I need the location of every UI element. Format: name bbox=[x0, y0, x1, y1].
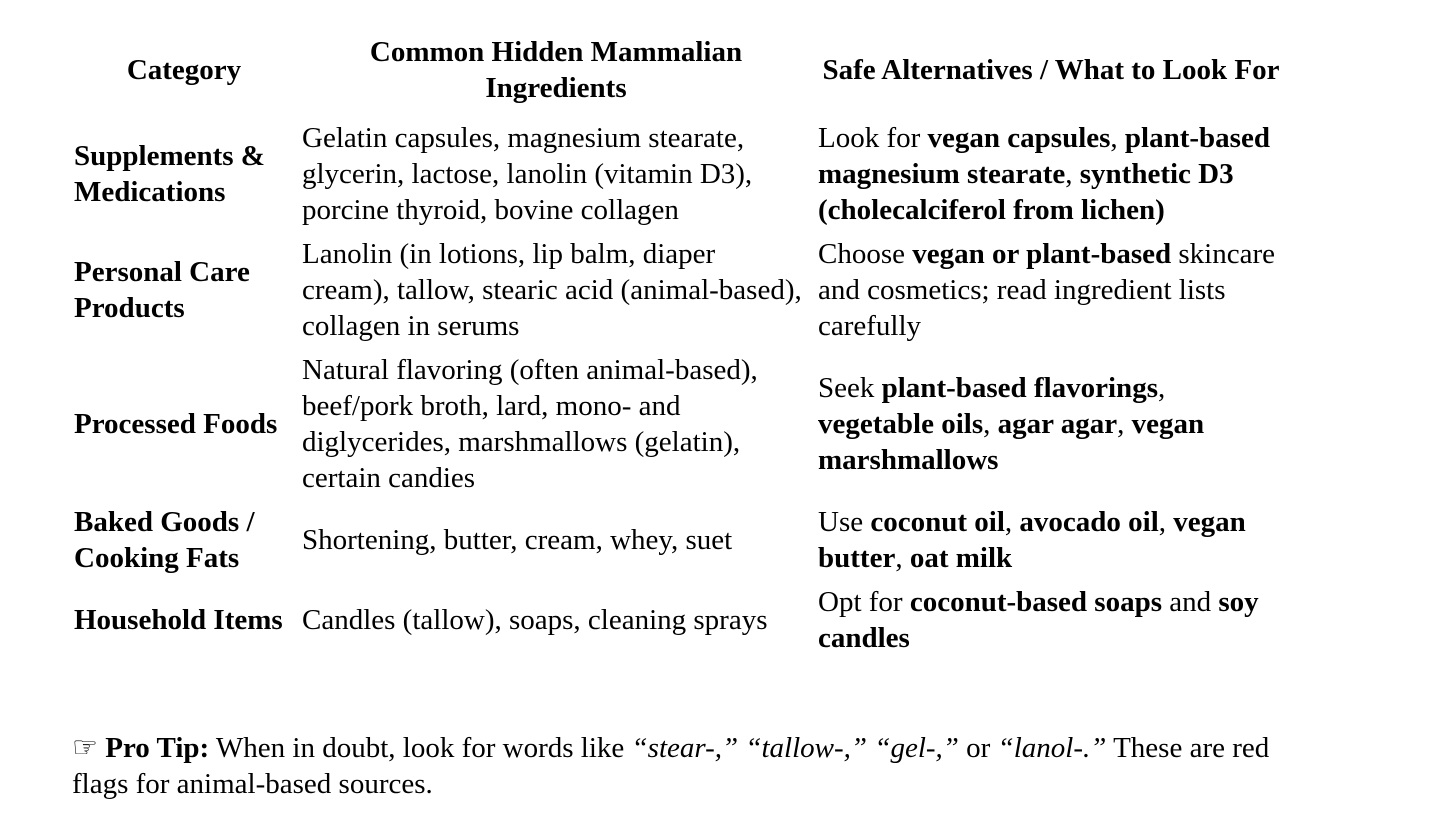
alternative-text: Choose bbox=[818, 238, 913, 270]
table-body bbox=[74, 116, 1284, 660]
alternative-text: , bbox=[1065, 158, 1080, 190]
alternative-highlight: vegan or plant-based bbox=[912, 238, 1172, 270]
alternative-highlight: vegan butter bbox=[818, 506, 1246, 574]
alternatives-cell bbox=[818, 500, 1284, 580]
table-header-row bbox=[74, 34, 1284, 116]
document bbox=[66, 34, 1306, 800]
pro-tip-keyword: “tallow-,” bbox=[745, 732, 868, 764]
table-row bbox=[74, 116, 1284, 232]
pro-tip-keyword: “lanol-.” bbox=[997, 732, 1107, 764]
header-alternatives: Safe Alternatives / What to Look For bbox=[822, 54, 1280, 86]
table-row bbox=[74, 232, 1284, 348]
ingredients-cell: Lanolin (in lotions, lip balm, diaper cream), tallow, stearic acid (animal-based), collagen in serums bbox=[302, 238, 802, 342]
alternative-highlight: oat milk bbox=[909, 542, 1013, 574]
alternative-text: , bbox=[1158, 506, 1174, 538]
alternative-highlight: vegan capsules bbox=[927, 122, 1111, 154]
category-cell: Personal Care Products bbox=[74, 256, 250, 324]
alternative-text: , bbox=[895, 542, 910, 574]
alternative-text: , bbox=[1110, 122, 1125, 154]
alternative-text: Opt for bbox=[818, 586, 910, 618]
alternative-text: , bbox=[1117, 408, 1132, 440]
alternatives-cell bbox=[818, 232, 1284, 348]
pro-tip-fragment: or bbox=[958, 732, 998, 764]
alternative-highlight: plant-based flavorings bbox=[881, 372, 1158, 404]
pro-tip-keyword: “gel-,” bbox=[874, 732, 959, 764]
ingredients-cell: Candles (tallow), soaps, cleaning sprays bbox=[302, 604, 768, 636]
pro-tip-text bbox=[72, 732, 1269, 800]
pointing-hand-icon: ☞ bbox=[72, 732, 98, 764]
ingredients-cell: Gelatin capsules, magnesium stearate, glycerin, lactose, lanolin (vitamin D3), porcine thyroid, bovine collagen bbox=[302, 122, 753, 226]
alternative-text: Seek bbox=[818, 372, 882, 404]
table-row bbox=[74, 348, 1284, 500]
ingredients-cell: Shortening, butter, cream, whey, suet bbox=[302, 524, 733, 556]
alternative-text: skincare and cosmetics; read ingredient lists carefully bbox=[818, 238, 1276, 342]
alternative-highlight: synthetic D3 (cholecalciferol from lichen) bbox=[818, 158, 1234, 226]
alternative-highlight: soy candles bbox=[818, 586, 1259, 654]
alternatives-cell bbox=[818, 580, 1284, 660]
alternative-highlight: coconut oil bbox=[870, 506, 1005, 538]
alternative-highlight: vegan marshmallows bbox=[818, 408, 1205, 476]
alternative-highlight: avocado oil bbox=[1019, 506, 1159, 538]
pro-tip-fragment: When in doubt, look for words like bbox=[209, 732, 632, 764]
alternatives-cell bbox=[818, 116, 1284, 232]
alternative-text: , bbox=[1157, 372, 1166, 404]
alternative-text: Look for bbox=[818, 122, 928, 154]
ingredients-table bbox=[66, 34, 1292, 660]
alternative-text: and bbox=[1162, 586, 1219, 618]
alternative-text: , bbox=[1004, 506, 1020, 538]
alternative-highlight: agar agar bbox=[997, 408, 1118, 440]
category-cell: Baked Goods / Cooking Fats bbox=[74, 506, 255, 574]
alternative-text: Use bbox=[818, 506, 871, 538]
category-cell: Supplements & Medications bbox=[74, 140, 265, 208]
pro-tip-fragment: These are red flags for animal-based sources. bbox=[72, 732, 1270, 800]
alternative-highlight: vegetable oils bbox=[818, 408, 984, 440]
alternative-highlight: plant-based magnesium stearate bbox=[818, 122, 1270, 190]
category-cell: Household Items bbox=[74, 604, 283, 636]
pro-tip-label: Pro Tip: bbox=[105, 732, 210, 764]
table-row bbox=[74, 580, 1284, 660]
alternative-text: , bbox=[983, 408, 998, 440]
header-ingredients: Common Hidden Mammalian Ingredients bbox=[369, 36, 743, 104]
ingredients-cell: Natural flavoring (often animal-based), beef/pork broth, lard, mono- and diglycerides, marshmallows (gelatin), certain candies bbox=[302, 354, 758, 494]
table-row bbox=[74, 500, 1284, 580]
pro-tip-keyword: “stear-,” bbox=[631, 732, 739, 764]
alternative-highlight: coconut-based soaps bbox=[909, 586, 1163, 618]
category-cell: Processed Foods bbox=[74, 408, 278, 440]
pro-tip bbox=[72, 730, 1302, 802]
header-category: Category bbox=[126, 54, 242, 86]
alternatives-cell bbox=[818, 348, 1284, 500]
